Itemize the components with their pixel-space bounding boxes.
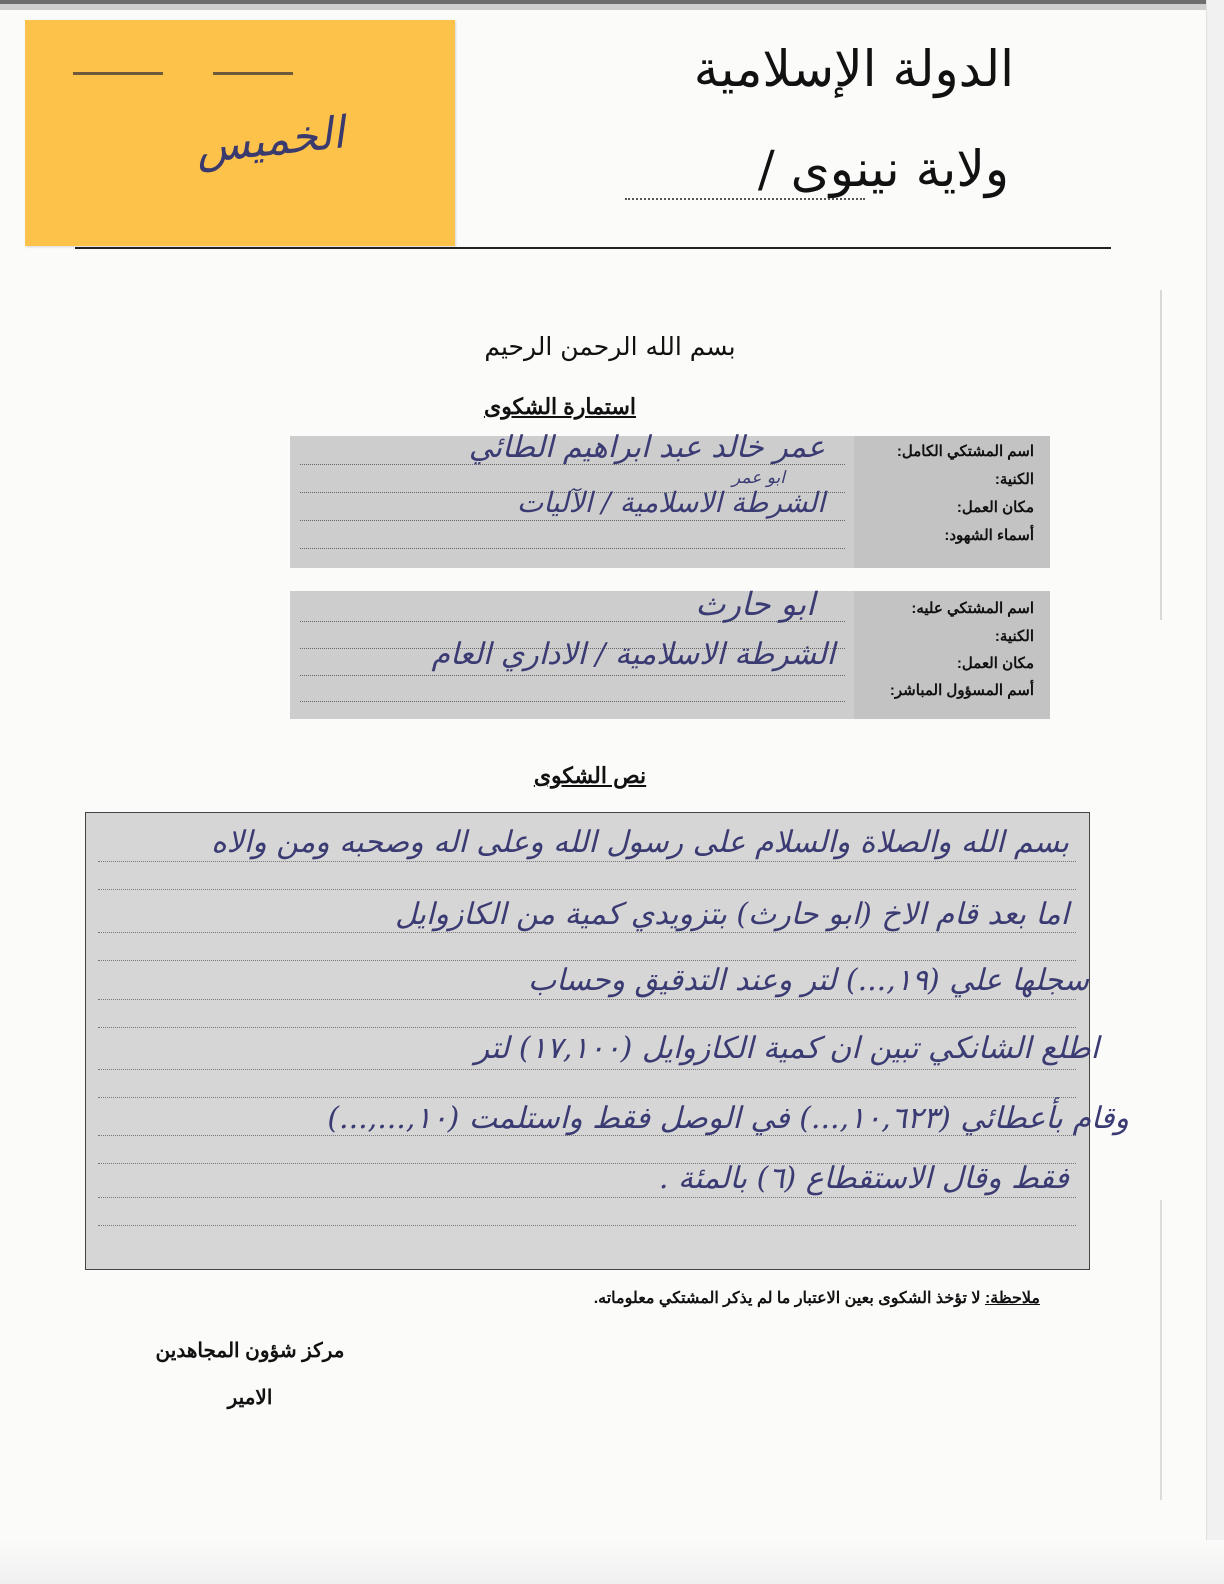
complainant-fields — [300, 430, 845, 568]
sticky-note-text: الخميس — [193, 107, 347, 174]
dotted-line — [98, 999, 1076, 1000]
complainant-labels — [854, 436, 1050, 568]
form-title: استمارة الشكوى — [483, 394, 637, 419]
header-divider — [75, 247, 1111, 249]
label-supervisor: أسم المسؤول المباشر: — [889, 682, 1034, 699]
sticky-dash — [73, 72, 163, 75]
dotted-line — [98, 861, 1076, 862]
respondent-fields — [300, 585, 845, 719]
state-title: الدولة الإسلامية — [693, 40, 1014, 98]
dotted-line — [300, 675, 845, 676]
province-dotted-line — [625, 198, 865, 200]
dotted-line — [98, 1027, 1076, 1028]
footnote-text: لا تؤخذ الشكوى بعين الاعتبار ما لم يذكر المشتكي معلوماته. — [593, 1290, 981, 1307]
complaint-line-2: اما بعد قام الاخ (ابو حارث) بتزويدي كمية من الكازوايل — [394, 897, 1069, 932]
dotted-line — [300, 520, 845, 521]
complainant-name-value: عمر خالد عبد ابراهيم الطائي — [468, 430, 825, 465]
complaint-text-title: نص الشكوى — [533, 763, 647, 788]
footnote-label: ملاحظة: — [984, 1290, 1040, 1307]
sticky-dash — [213, 72, 293, 75]
respondent-section — [290, 585, 1050, 719]
complaint-line-4: اطلع الشانكي تبين ان كمية الكازوايل (١٧,١٠٠) لتر — [474, 1031, 1099, 1066]
complaint-text-box — [85, 812, 1129, 1270]
complaint-line-6: فقط وقال الاستقطاع (٦) بالمئة . — [658, 1161, 1069, 1196]
complainant-kunya-value: ابو عمر — [732, 468, 785, 488]
dotted-line — [98, 960, 1076, 961]
scan-streak — [1160, 1200, 1162, 1500]
label-witnesses: أسماء الشهود: — [944, 527, 1034, 544]
dotted-line — [98, 1197, 1076, 1198]
footnote — [430, 1288, 1040, 1308]
respondent-kunya-value: ابو حارث — [695, 585, 815, 623]
label-respondent-name: اسم المشتكي عليه: — [911, 600, 1034, 617]
complainant-section — [290, 430, 1050, 568]
issuing-center: مركز شؤون المجاهدين — [155, 1340, 345, 1362]
dotted-line — [98, 1097, 1076, 1098]
dotted-line — [98, 1225, 1076, 1226]
basmala: بسم الله الرحمن الرحيم — [484, 332, 736, 361]
scan-right-edge — [1206, 0, 1224, 1584]
dotted-line — [98, 889, 1076, 890]
label-kunya: الكنية: — [994, 471, 1034, 488]
respondent-workplace-value: الشرطة الاسلامية / الاداري العام — [431, 637, 835, 672]
label-respondent-workplace: مكان العمل: — [956, 655, 1034, 672]
scan-streak — [1160, 290, 1162, 620]
dotted-line — [300, 548, 845, 549]
signatory-title: الامير — [227, 1387, 273, 1409]
respondent-labels — [854, 591, 1050, 719]
label-workplace: مكان العمل: — [956, 499, 1034, 516]
complainant-workplace-value: الشرطة الاسلامية / الآليات — [516, 486, 825, 519]
dotted-line — [300, 701, 845, 702]
dotted-line — [98, 1069, 1076, 1070]
dotted-line — [98, 932, 1076, 933]
province-title: ولاية نينوى / — [757, 140, 1009, 198]
scan-top-shadow — [0, 0, 1224, 4]
complaint-line-1: بسم الله والصلاة والسلام على رسول الله وعلى اله وصحبه ومن والاه — [211, 825, 1069, 860]
complaint-line-3: سجلها علي (١٩,...) لتر وعند التدقيق وحساب — [527, 963, 1089, 998]
scan-bottom-edge — [0, 1540, 1224, 1584]
complaint-line-5: وقام بأعطائي (١٠,٦٢٣,...) في الوصل فقط واستلمت (١٠,...,...) — [327, 1101, 1129, 1136]
label-respondent-kunya: الكنية: — [994, 628, 1034, 645]
label-full-name: اسم المشتكي الكامل: — [896, 443, 1034, 460]
sticky-note — [25, 20, 455, 246]
